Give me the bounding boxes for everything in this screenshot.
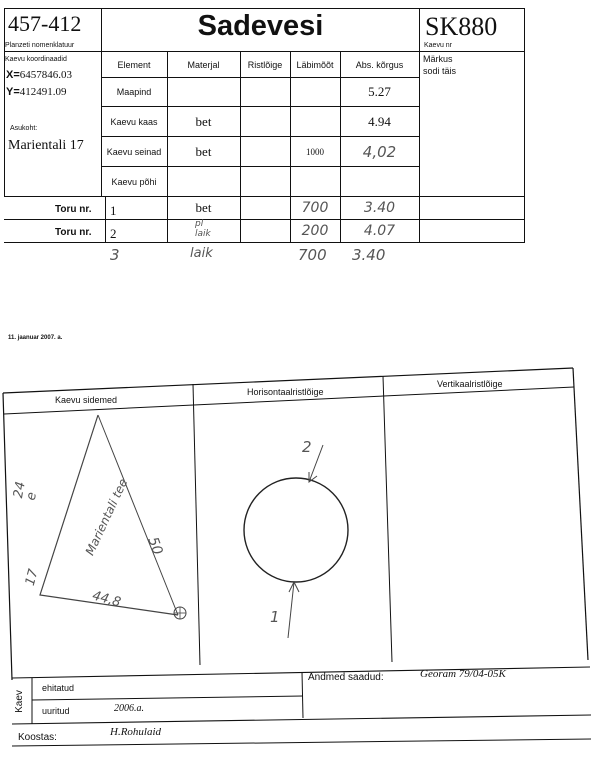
- pipe-material: bet: [195, 200, 212, 215]
- col-header-cross: Ristlõige: [247, 59, 283, 70]
- pipe-height: 4.07: [363, 223, 396, 239]
- pipe-nr: 1: [110, 203, 117, 218]
- row-material: bet: [195, 143, 212, 159]
- pipe-height: 3.40: [363, 200, 396, 216]
- location-caption: Asukoht:: [10, 125, 38, 132]
- pipe-extra-height: 3.40: [352, 246, 386, 264]
- pipe-material: pl laik: [195, 219, 211, 239]
- well-id-caption: Kaevu nr: [424, 42, 453, 49]
- data-source-value: Georam 79/04-05K: [420, 668, 506, 680]
- remarks-caption: Märkus: [423, 54, 453, 64]
- coord-x-value: 6457846.03: [19, 69, 73, 81]
- row-diameter: [290, 107, 340, 136]
- pipe-diameter: 200: [301, 223, 329, 239]
- row-material: bet: [195, 113, 212, 129]
- row-cross: [240, 107, 290, 136]
- note-arrow-2: 2: [302, 438, 312, 456]
- row-element: Maapind: [116, 87, 152, 97]
- row-diameter: [290, 78, 340, 106]
- pipe-label: Toru nr.: [55, 227, 92, 238]
- sketch-header-vertical: Vertikaalristlõige: [437, 379, 503, 389]
- well-id: SK880: [425, 12, 498, 41]
- row-element: Kaevu kaas: [110, 116, 158, 127]
- row-element: Kaevu seinad: [106, 146, 162, 157]
- sketch-frame: [0, 360, 593, 680]
- footer-side-label: Kaev: [13, 690, 25, 713]
- location-value: Marientali 17: [8, 138, 84, 153]
- author-label: Koostas:: [18, 732, 57, 743]
- sketch-panel: [0, 360, 593, 680]
- footer: [0, 660, 593, 767]
- row-height: [340, 167, 419, 196]
- row-height: 4.94: [368, 113, 391, 129]
- coords-caption: Kaevu koordinaadid: [5, 56, 67, 63]
- coord-x-label: X=: [6, 69, 20, 81]
- coord-y: [6, 86, 67, 98]
- note-50: 50: [144, 534, 166, 558]
- row-material: [167, 167, 240, 196]
- coord-y-label: Y=: [6, 86, 20, 98]
- col-header-height: Abs. kõrgus: [355, 59, 404, 70]
- row-diameter: 1000: [306, 146, 324, 157]
- pipe-label: Toru nr.: [55, 204, 92, 215]
- row-cross: [240, 137, 290, 166]
- note-24: 24 e: [11, 480, 41, 502]
- surveyed-label: uuritud: [42, 706, 70, 716]
- coord-y-value: 412491.09: [19, 86, 67, 98]
- row-material: [167, 78, 240, 106]
- row-height: 5.27: [368, 84, 391, 99]
- coord-x: [6, 69, 72, 81]
- note-17: 17: [22, 567, 42, 588]
- surveyed-value: 2006.a.: [114, 703, 144, 714]
- pipe-diameter: 700: [301, 200, 329, 216]
- page-title: Sadevesi: [197, 10, 324, 42]
- header-form: [0, 0, 593, 300]
- row-height: 4,02: [362, 142, 397, 161]
- pipe-nr: 2: [110, 226, 117, 241]
- note-arrow-1: 1: [270, 608, 280, 626]
- col-header-material: Materjal: [187, 59, 220, 70]
- pipe-extra-material: laik: [190, 246, 213, 261]
- map-sheet-number: 457-412: [8, 11, 82, 36]
- sketch-header-horizontal: Horisontaalristlõige: [247, 387, 324, 397]
- note-street: Marientali tee: [82, 476, 131, 558]
- col-header-diameter: Läbimõõt: [296, 59, 334, 70]
- row-diameter: [290, 167, 340, 196]
- sketch-header-links: Kaevu sidemed: [55, 395, 118, 405]
- row-cross: [240, 167, 290, 196]
- note-448: 44,8: [90, 588, 123, 611]
- data-source-label: Andmed saadud:: [308, 672, 384, 683]
- built-label: ehitatud: [42, 683, 75, 693]
- date-stamp: 11. jaanuar 2007. a.: [8, 335, 63, 341]
- row-cross: [240, 78, 290, 106]
- map-sheet-caption: Planzeti nomenklatuur: [5, 42, 75, 49]
- remarks-value: sodi täis: [423, 66, 457, 76]
- col-header-element: Element: [117, 59, 151, 70]
- row-element: Kaevu põhi: [111, 176, 157, 187]
- pipe-extra-nr: 3: [110, 246, 120, 264]
- author-value: H.Rohulaid: [110, 726, 162, 738]
- pipe-extra-diameter: 700: [298, 246, 327, 264]
